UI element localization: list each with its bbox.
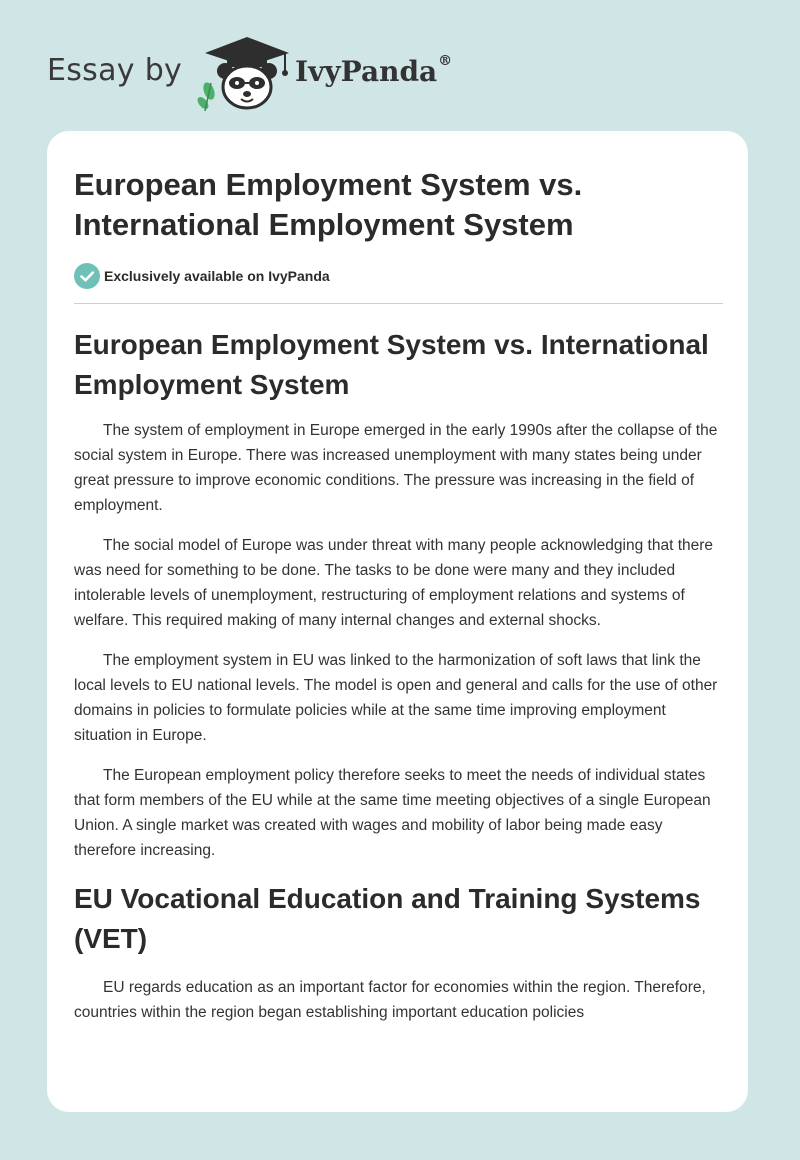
- section-heading: European Employment System vs. International Employment System: [74, 329, 709, 400]
- paragraph: The system of employment in Europe emerged in the early 1990s after the collapse of the social system in Europe. There was increased unemployment with many states being under great pressure to improve economic conditions. The pressure was increasing in the field of employment.: [74, 422, 718, 514]
- check-circle-icon: [74, 263, 100, 289]
- paragraph: The employment system in EU was linked to the harmonization of soft laws that link the local levels to EU national levels. The model is open and general and calls for the use of other domains in policies to formulate policies while at the same time improving employment situation in Europe.: [74, 652, 718, 744]
- brand-name: IvyPanda®: [295, 53, 453, 88]
- exclusive-badge: [74, 263, 330, 289]
- paragraph: EU regards education as an important factor for economies within the region. Therefore, countries within the region began establishing important education policies: [74, 979, 706, 1021]
- brand-prefix: Essay by: [47, 53, 183, 88]
- section-heading: EU Vocational Education and Training Systems (VET): [74, 883, 701, 954]
- paragraph: The social model of Europe was under threat with many people acknowledging that there was need for something to be done. The tasks to be done were many and they included intolerable levels of unemployment, restructuring of employment relations and systems of welfare. This required making of many internal changes and external shocks.: [74, 537, 714, 629]
- paragraph: The European employment policy therefore seeks to meet the needs of individual states that form members of the EU while at the same time meeting objectives of a single European Union. A single market was created with wages and mobility of labor being made easy therefore increasing.: [74, 767, 711, 859]
- page-title: European Employment System vs. International Employment System: [74, 167, 583, 242]
- essay-card: [47, 131, 748, 1112]
- exclusive-text: Exclusively available on IvyPanda: [104, 268, 330, 284]
- brand-header: [47, 33, 487, 113]
- divider: [74, 303, 723, 304]
- panda-graduate-icon: [197, 33, 297, 113]
- essay-content: [74, 325, 724, 1040]
